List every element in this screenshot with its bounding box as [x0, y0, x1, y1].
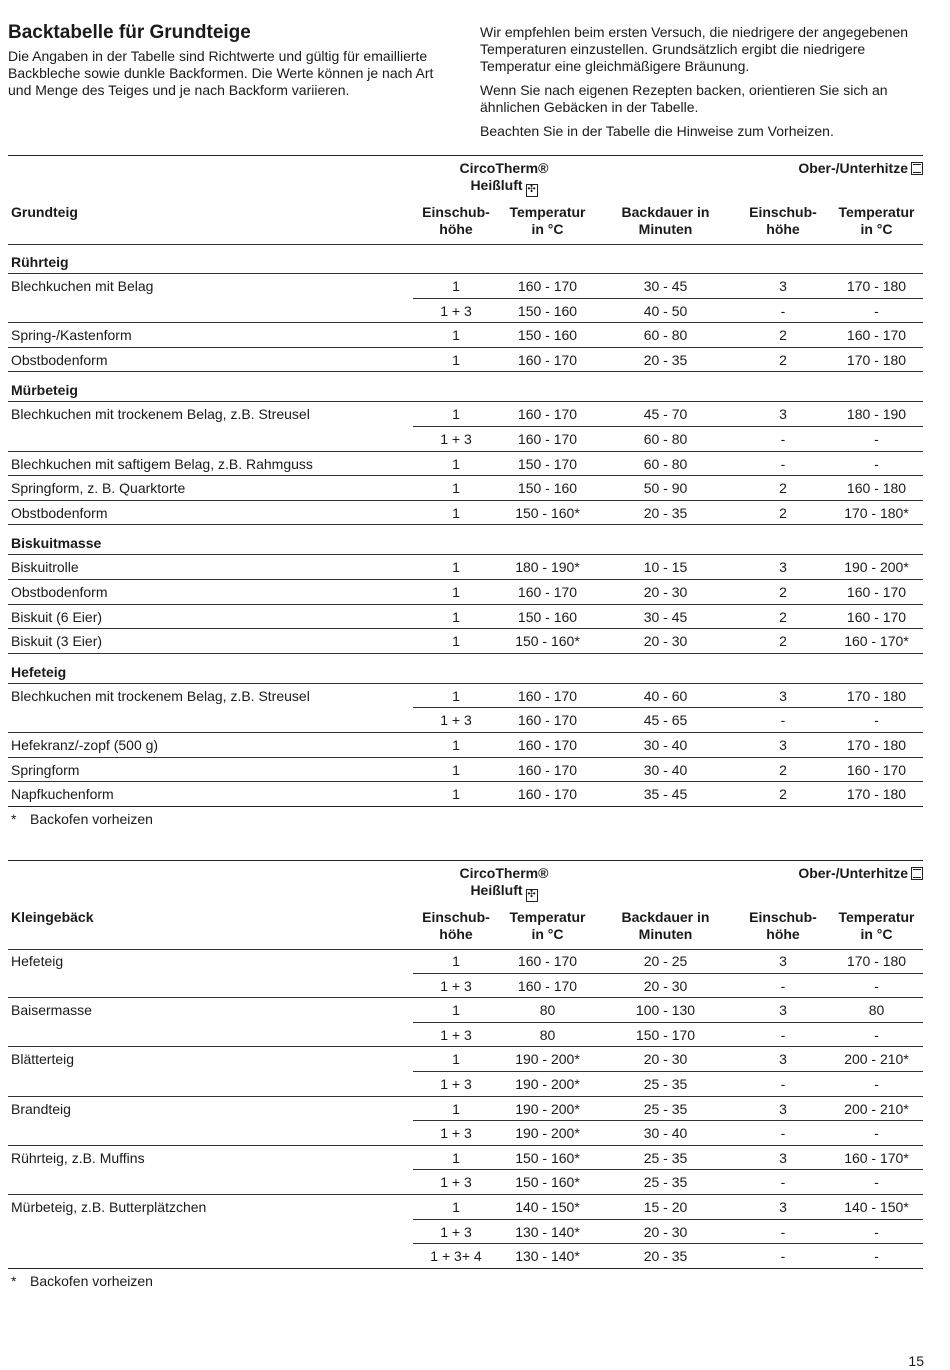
cell-temp-circo: 150 - 160 [517, 608, 578, 625]
cell-temp-ober: - [874, 302, 879, 319]
footnote-text: Backofen vorheizen [30, 1272, 153, 1289]
cell-einschub-ober: 2 [779, 761, 787, 778]
cell-einschub-circo: 1 [452, 559, 460, 576]
cell-einschub-circo: 1 [452, 786, 460, 803]
cell-einschub-circo: 1 [452, 278, 460, 294]
table-row [8, 708, 923, 733]
cell-einschub-circo: 1 [452, 406, 460, 423]
table-row [8, 949, 923, 974]
cell-einschub-circo: 1 [452, 455, 460, 472]
cell-temp-circo: 150 - 160* [515, 504, 580, 521]
cell-einschub-circo: 1 [452, 351, 460, 368]
cell-name: Biskuitrolle [11, 559, 79, 576]
cell-einschub-circo: 1 + 3 [440, 1125, 472, 1142]
table-row [8, 427, 923, 452]
cell-einschub-ober: - [780, 977, 786, 994]
cell-einschub-circo: 1 [452, 1100, 460, 1117]
cell-einschub-circo: 1 + 3 [440, 1075, 472, 1092]
header-ober-label: Ober-/Unterhitze [798, 865, 908, 881]
cell-einschub-ober: - [780, 430, 786, 447]
cell-name: Blechkuchen mit Belag [11, 278, 154, 294]
cell-einschub-circo: 1 + 3 [440, 1026, 472, 1043]
cell-einschub-ober: 2 [779, 351, 787, 368]
intro-section [8, 22, 924, 147]
cell-temp-circo: 130 - 140* [515, 1248, 580, 1265]
cell-temp-ober: 160 - 180 [846, 480, 907, 497]
cell-name: Obstbodenform [11, 504, 108, 521]
cell-backdauer: 30 - 45 [643, 608, 688, 625]
cell-backdauer: 15 - 20 [643, 1198, 688, 1215]
cell-einschub-ober: 3 [779, 559, 787, 576]
cell-name: Biskuit (6 Eier) [11, 608, 103, 625]
cell-temp-ober: 200 - 210* [844, 1051, 909, 1068]
cell-temp-circo: 190 - 200* [515, 1125, 580, 1142]
header-circotherm-line2: Heißluft [470, 882, 523, 898]
table-row [8, 323, 923, 348]
cell-einschub-circo: 1 [452, 1198, 460, 1215]
cell-einschub-circo: 1 [452, 736, 460, 753]
footnote-marker: * [11, 810, 17, 827]
table-row [8, 782, 923, 807]
header-ober-unterhitze [728, 160, 923, 177]
cell-einschub-ober: - [780, 1075, 786, 1092]
cell-einschub-ober: - [780, 302, 786, 319]
cell-temp-circo: 160 - 170 [517, 786, 578, 803]
cell-temp-circo: 150 - 160 [517, 327, 578, 344]
cell-name: Blätterteig [11, 1051, 75, 1068]
cell-einschub-ober: 3 [779, 1149, 787, 1166]
cell-temp-ober: 160 - 170 [846, 327, 907, 344]
cell-temp-circo: 150 - 170 [517, 455, 578, 472]
cell-name: Napfkuchenform [11, 786, 114, 803]
intro-paragraph: Wenn Sie nach eigenen Rezepten backen, orientieren Sie sich an ähnlichen Gebäcken in der Tabelle. [480, 82, 888, 115]
table-row [8, 1047, 923, 1072]
cell-temp-circo: 160 - 170 [517, 687, 578, 704]
cell-temp-ober: - [874, 977, 879, 994]
cell-backdauer: 25 - 35 [643, 1174, 688, 1191]
cell-einschub-circo: 1 [452, 583, 460, 600]
table-row [8, 733, 923, 758]
cell-temp-ober: - [874, 1248, 879, 1265]
cell-temp-ober: - [874, 1223, 879, 1240]
cell-backdauer: 30 - 40 [643, 1125, 688, 1142]
table-row [8, 402, 923, 427]
cell-einschub-ober: 2 [779, 583, 787, 600]
cell-einschub-circo: 1 + 3+ 4 [430, 1248, 482, 1265]
column-header-temperatur: Temperatur in °C [838, 204, 915, 237]
cell-einschub-ober: - [780, 1125, 786, 1142]
section-row [8, 244, 923, 274]
section-title: Mürbeteig [11, 382, 78, 399]
cell-backdauer: 45 - 65 [643, 712, 688, 729]
cell-temp-ober: 190 - 200* [844, 559, 909, 576]
cell-temp-ober: - [874, 1026, 879, 1043]
cell-temp-ober: - [874, 712, 879, 729]
cell-temp-circo: 190 - 200* [515, 1100, 580, 1117]
column-header-temperatur: Temperatur in °C [838, 909, 915, 942]
cell-einschub-ober: 2 [779, 327, 787, 344]
cell-temp-circo: 190 - 200* [515, 1051, 580, 1068]
cell-temp-ober: 170 - 180 [846, 351, 907, 368]
cell-temp-ober: 140 - 150* [844, 1198, 909, 1215]
cell-name: Blechkuchen mit saftigem Belag, z.B. Rahmguss [11, 455, 313, 472]
cell-temp-ober: 160 - 170 [846, 761, 907, 778]
cell-einschub-circo: 1 + 3 [440, 712, 472, 729]
cell-temp-circo: 160 - 170 [517, 736, 578, 753]
cell-temp-ober: - [874, 430, 879, 447]
cell-einschub-circo: 1 [452, 953, 460, 969]
table-row [8, 476, 923, 501]
page-number: 15 [908, 1353, 924, 1369]
column-header-einschub: Einschub- höhe [749, 204, 817, 237]
cell-temp-circo: 160 - 170 [517, 761, 578, 778]
cell-temp-ober: 170 - 180 [846, 687, 907, 704]
cell-einschub-ober: 3 [779, 1100, 787, 1117]
cell-temp-ober: 170 - 180 [846, 953, 907, 969]
intro-right-column [480, 24, 932, 147]
cell-einschub-ober: 2 [779, 608, 787, 625]
cell-temp-circo: 160 - 170 [517, 712, 578, 729]
cell-temp-circo: 160 - 170 [517, 977, 578, 994]
cell-name: Spring-/Kastenform [11, 327, 132, 344]
cell-backdauer: 20 - 25 [643, 953, 688, 969]
cell-einschub-ober: 2 [779, 786, 787, 803]
cell-temp-circo: 160 - 170 [517, 351, 578, 368]
cell-name: Blechkuchen mit trockenem Belag, z.B. Streusel [11, 687, 310, 704]
cell-temp-circo: 160 - 170 [517, 953, 578, 969]
cell-backdauer: 25 - 35 [643, 1149, 688, 1166]
cell-einschub-ober: 3 [779, 1002, 787, 1019]
cell-einschub-ober: 3 [779, 687, 787, 704]
cell-temp-circo: 180 - 190* [515, 559, 580, 576]
column-header-name: Grundteig [11, 204, 78, 220]
cell-einschub-ober: - [780, 1174, 786, 1191]
cell-backdauer: 30 - 40 [643, 761, 688, 778]
table-row [8, 1146, 923, 1171]
cell-einschub-ober: - [780, 712, 786, 729]
cell-temp-circo: 160 - 170 [517, 406, 578, 423]
header-ober-unterhitze [728, 865, 923, 882]
table-row [8, 1170, 923, 1195]
cell-name: Hefekranz/-zopf (500 g) [11, 736, 159, 753]
column-header-backdauer: Backdauer in Minuten [621, 204, 710, 237]
cell-temp-ober: 170 - 180 [846, 278, 907, 294]
column-header-temperatur: Temperatur in °C [509, 204, 586, 237]
column-header-einschub: Einschub- höhe [422, 204, 490, 237]
cell-einschub-circo: 1 [452, 633, 460, 650]
cell-einschub-ober: - [780, 1248, 786, 1265]
cell-backdauer: 40 - 50 [643, 302, 688, 319]
cell-einschub-circo: 1 [452, 761, 460, 778]
cell-name: Rührteig, z.B. Muffins [11, 1149, 145, 1166]
cell-temp-circo: 150 - 160 [517, 480, 578, 497]
cell-backdauer: 60 - 80 [643, 430, 688, 447]
header-ober-label: Ober-/Unterhitze [798, 160, 908, 176]
top-bottom-heat-icon [911, 162, 923, 175]
table-row [8, 1097, 923, 1122]
cell-einschub-circo: 1 + 3 [440, 302, 472, 319]
cell-einschub-circo: 1 + 3 [440, 977, 472, 994]
cell-temp-ober: - [874, 455, 879, 472]
cell-backdauer: 30 - 40 [643, 736, 688, 753]
cell-temp-ober: - [874, 1174, 879, 1191]
cell-backdauer: 45 - 70 [643, 406, 688, 423]
cell-name: Springform [11, 761, 80, 778]
section-row [8, 372, 923, 402]
cell-temp-ober: 170 - 180 [846, 736, 907, 753]
header-circotherm-line1: CircoTherm® [459, 865, 549, 881]
cell-einschub-circo: 1 [452, 608, 460, 625]
table-header [8, 155, 923, 238]
section-row [8, 654, 923, 684]
cell-backdauer: 20 - 35 [643, 504, 688, 521]
cell-temp-circo: 160 - 170 [517, 430, 578, 447]
table-row [8, 629, 923, 654]
table-body [8, 949, 923, 1293]
table-row [8, 1072, 923, 1097]
cell-temp-ober: 160 - 170 [846, 608, 907, 625]
cell-temp-circo: 150 - 160* [515, 1149, 580, 1166]
cell-einschub-circo: 1 [452, 504, 460, 521]
page-title: Backtabelle für Grundteige [8, 22, 251, 43]
cell-name: Obstbodenform [11, 351, 108, 368]
cell-temp-circo: 160 - 170 [517, 583, 578, 600]
cell-temp-circo: 80 [539, 1002, 556, 1019]
intro-paragraph: Beachten Sie in der Tabelle die Hinweise zum Vorheizen. [480, 123, 834, 139]
table-row [8, 452, 923, 477]
cell-backdauer: 30 - 45 [643, 278, 688, 294]
cell-backdauer: 10 - 15 [643, 559, 688, 576]
cell-name: Brandteig [11, 1100, 71, 1117]
table-row [8, 1244, 923, 1269]
cell-name: Blechkuchen mit trockenem Belag, z.B. Streusel [11, 406, 310, 423]
cell-temp-circo: 80 [539, 1026, 556, 1043]
cell-temp-ober: 80 [868, 1002, 885, 1019]
cell-temp-circo: 150 - 160* [515, 633, 580, 650]
cell-temp-ober: - [874, 1075, 879, 1092]
cell-temp-ober: 170 - 180 [846, 786, 907, 803]
cell-backdauer: 60 - 80 [643, 327, 688, 344]
cell-name: Obstbodenform [11, 583, 108, 600]
cell-einschub-circo: 1 [452, 1149, 460, 1166]
cell-name: Hefeteig [11, 953, 64, 969]
cell-backdauer: 35 - 45 [643, 786, 688, 803]
cell-einschub-circo: 1 + 3 [440, 1223, 472, 1240]
footnote [8, 807, 923, 831]
cell-temp-ober: 160 - 170* [844, 633, 909, 650]
cell-name: Springform, z. B. Quarktorte [11, 480, 186, 497]
fan-icon: ✣ [527, 889, 536, 900]
cell-einschub-circo: 1 + 3 [440, 1174, 472, 1191]
footnote-marker: * [11, 1272, 17, 1289]
cell-einschub-ober: 3 [779, 953, 787, 969]
column-header-name: Kleingebäck [11, 909, 94, 925]
cell-einschub-ober: 2 [779, 480, 787, 497]
section-title: Biskuitmasse [11, 535, 102, 552]
table-row [8, 274, 923, 299]
cell-backdauer: 60 - 80 [643, 455, 688, 472]
table-header [8, 860, 923, 943]
cell-temp-ober: 160 - 170* [844, 1149, 909, 1166]
table-row [8, 605, 923, 630]
cell-backdauer: 100 - 130 [635, 1002, 696, 1019]
footnote [8, 1269, 923, 1293]
cell-backdauer: 25 - 35 [643, 1100, 688, 1117]
cell-name: Baisermasse [11, 1002, 92, 1019]
cell-einschub-ober: 3 [779, 1198, 787, 1215]
cell-temp-circo: 130 - 140* [515, 1223, 580, 1240]
cell-einschub-ober: 3 [779, 736, 787, 753]
cell-einschub-ober: 2 [779, 504, 787, 521]
cell-backdauer: 20 - 30 [643, 583, 688, 600]
fan-icon: ✣ [527, 184, 536, 195]
cell-einschub-ober: 3 [779, 1051, 787, 1068]
cell-name: Biskuit (3 Eier) [11, 633, 103, 650]
cell-einschub-ober: - [780, 1026, 786, 1043]
cell-einschub-circo: 1 [452, 327, 460, 344]
header-circotherm [414, 160, 594, 197]
cell-backdauer: 20 - 35 [643, 1248, 688, 1265]
cell-einschub-ober: 3 [779, 278, 787, 294]
cell-backdauer: 40 - 60 [643, 687, 688, 704]
column-header-temperatur: Temperatur in °C [509, 909, 586, 942]
cell-einschub-ober: 2 [779, 633, 787, 650]
cell-backdauer: 20 - 30 [643, 1223, 688, 1240]
top-bottom-heat-icon [911, 867, 923, 880]
intro-paragraph: Die Angaben in der Tabelle sind Richtwerte und gültig für emaillierte Backbleche sowie dunkle Backformen. Die Werte können je nach Art und Menge des Teiges und je nach Backform variieren. [8, 48, 434, 98]
cell-einschub-circo: 1 [452, 480, 460, 497]
table-row [8, 1023, 923, 1048]
cell-einschub-circo: 1 + 3 [440, 430, 472, 447]
cell-temp-circo: 140 - 150* [515, 1198, 580, 1215]
cell-temp-ober: 170 - 180* [844, 504, 909, 521]
cell-temp-ober: 160 - 170 [846, 583, 907, 600]
table-row [8, 684, 923, 709]
cell-temp-ober: 180 - 190 [846, 406, 907, 423]
cell-temp-ober: 200 - 210* [844, 1100, 909, 1117]
table-row [8, 348, 923, 373]
table-row [8, 1195, 923, 1220]
cell-einschub-circo: 1 [452, 687, 460, 704]
section-row [8, 525, 923, 555]
header-circotherm [414, 865, 594, 902]
table-row [8, 1220, 923, 1245]
cell-backdauer: 25 - 35 [643, 1075, 688, 1092]
table-row [8, 501, 923, 526]
intro-paragraph: Wir empfehlen beim ersten Versuch, die niedrigere der angegebenen Temperaturen einzustellen. Grundsätzlich ergibt die niedrigere Temperatur eine gleichmäßigere Bräunung. [480, 24, 909, 74]
table-row [8, 580, 923, 605]
footnote-text: Backofen vorheizen [30, 810, 153, 827]
table-row [8, 998, 923, 1023]
table-row [8, 299, 923, 324]
cell-einschub-circo: 1 [452, 1051, 460, 1068]
cell-temp-ober: - [874, 1125, 879, 1142]
section-title: Hefeteig [11, 663, 67, 680]
table-body [8, 244, 923, 831]
column-header-einschub: Einschub- höhe [749, 909, 817, 942]
cell-backdauer: 150 - 170 [635, 1026, 696, 1043]
cell-einschub-ober: 3 [779, 406, 787, 423]
cell-backdauer: 20 - 35 [643, 351, 688, 368]
table-row [8, 758, 923, 783]
cell-einschub-ober: - [780, 1223, 786, 1240]
cell-temp-circo: 160 - 170 [517, 278, 578, 294]
table-row [8, 974, 923, 999]
cell-temp-circo: 190 - 200* [515, 1075, 580, 1092]
cell-backdauer: 20 - 30 [643, 633, 688, 650]
column-header-einschub: Einschub- höhe [422, 909, 490, 942]
cell-backdauer: 20 - 30 [643, 1051, 688, 1068]
section-title: Rührteig [11, 254, 69, 270]
table-row [8, 1121, 923, 1146]
cell-temp-circo: 150 - 160 [517, 302, 578, 319]
column-header-backdauer: Backdauer in Minuten [621, 909, 710, 942]
cell-temp-circo: 150 - 160* [515, 1174, 580, 1191]
header-circotherm-line1: CircoTherm® [459, 160, 549, 176]
intro-left-column [8, 22, 456, 106]
table-row [8, 555, 923, 580]
header-circotherm-line2: Heißluft [470, 177, 523, 193]
cell-backdauer: 50 - 90 [643, 480, 688, 497]
cell-einschub-circo: 1 [452, 1002, 460, 1019]
cell-name: Mürbeteig, z.B. Butterplätzchen [11, 1198, 207, 1215]
cell-einschub-ober: - [780, 455, 786, 472]
cell-backdauer: 20 - 30 [643, 977, 688, 994]
